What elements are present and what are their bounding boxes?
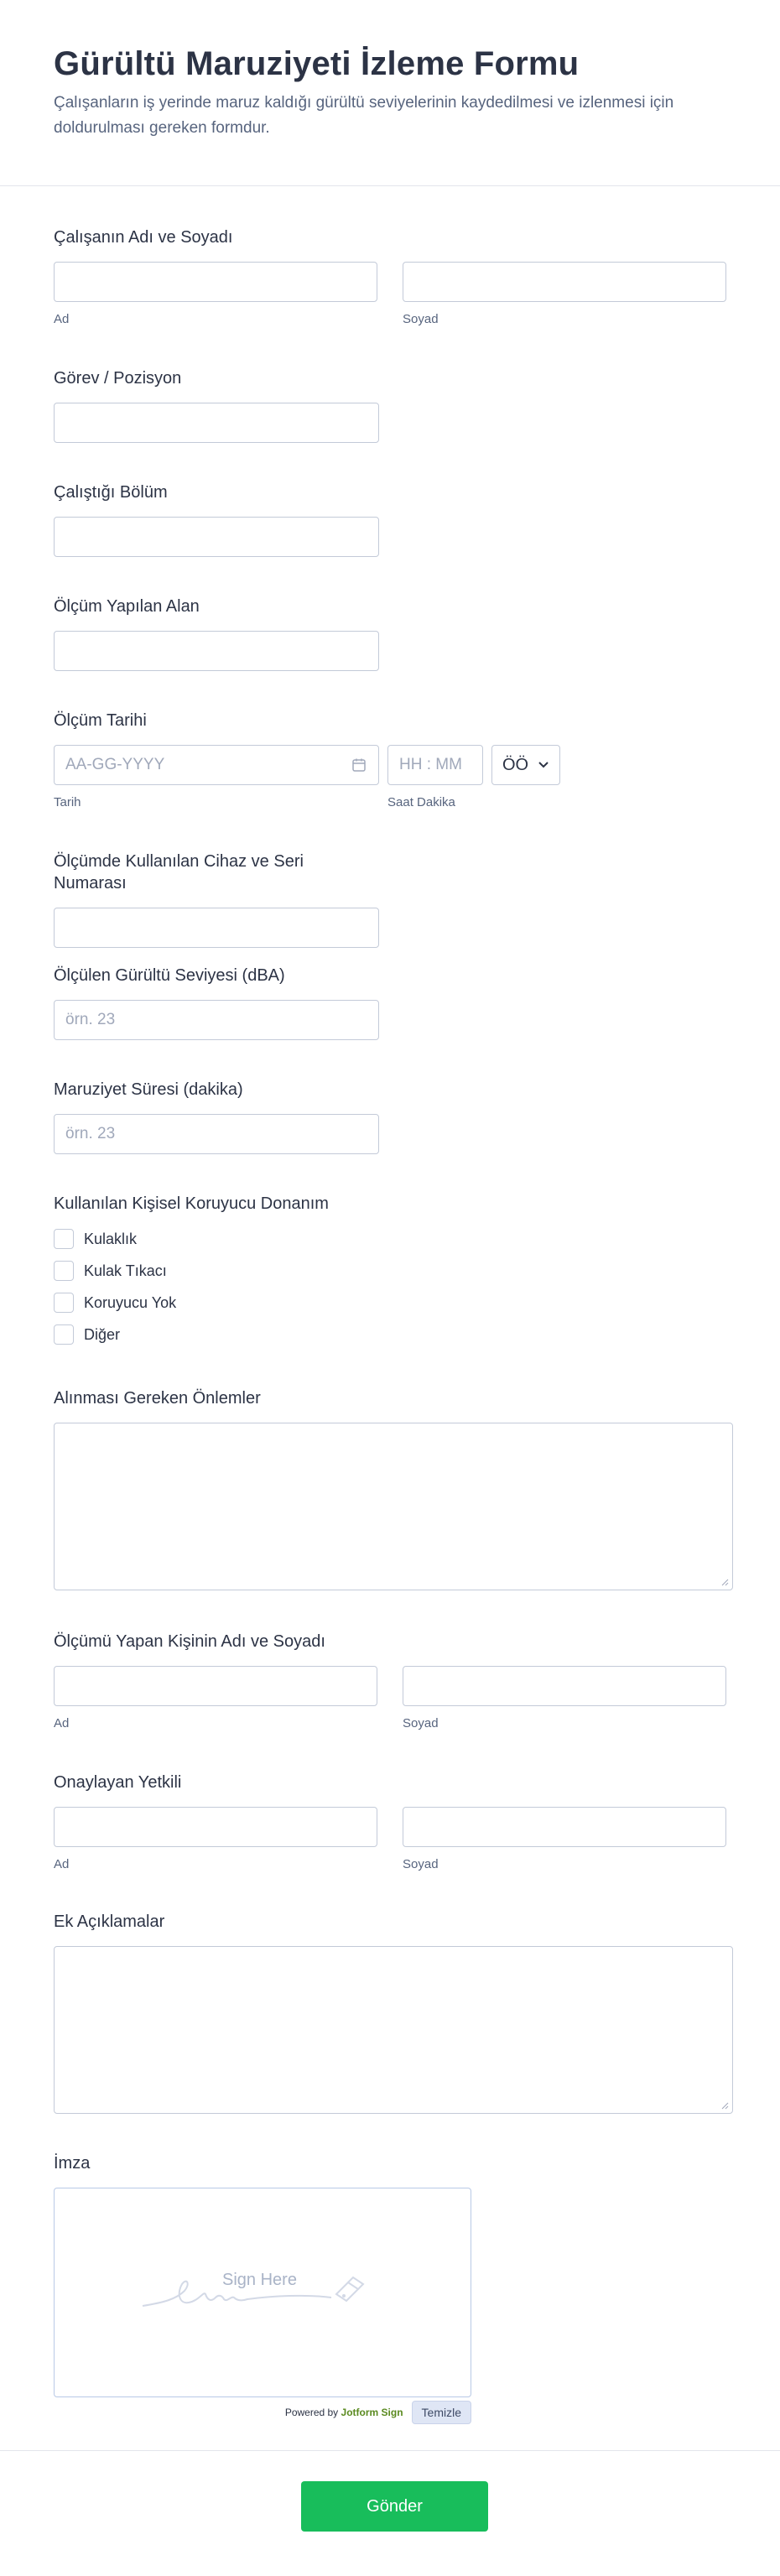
duration-input[interactable]	[54, 1114, 379, 1154]
approver-field	[54, 1772, 726, 1871]
position-field	[54, 367, 379, 443]
submit-button[interactable]: Gönder	[301, 2481, 488, 2532]
date-placeholder: AA-GG-YYYY	[65, 756, 165, 773]
time-sublabel: Saat Dakika	[387, 795, 455, 809]
signature-field	[54, 2152, 490, 2424]
duration-field	[54, 1079, 379, 1154]
checkbox[interactable]	[54, 1324, 74, 1345]
ppe-field	[54, 1193, 557, 1350]
noise-level-input[interactable]	[54, 1000, 379, 1040]
measure-date-label: Ölçüm Tarihi	[54, 711, 147, 730]
measurer-name-field	[54, 1631, 726, 1730]
approver-first-name-input[interactable]	[54, 1807, 377, 1847]
ppe-option[interactable]	[54, 1223, 557, 1255]
duration-placeholder: örn. 23	[65, 1125, 116, 1142]
area-input[interactable]	[54, 631, 379, 671]
measurer-first-name-input[interactable]	[54, 1666, 377, 1706]
area-field	[54, 596, 379, 671]
actions-field	[54, 1387, 733, 1590]
notes-field	[54, 1911, 733, 2114]
employee-last-name-sublabel: Soyad	[403, 312, 439, 326]
clear-signature-button[interactable]: Temizle	[412, 2401, 471, 2424]
chevron-down-icon	[538, 762, 549, 768]
form-header	[0, 0, 780, 186]
signature-scribble-icon	[138, 2266, 390, 2316]
device-label: Ölçümde Kullanılan Cihaz ve Seri Numarası	[54, 852, 304, 892]
checkbox[interactable]	[54, 1261, 74, 1281]
form-footer	[0, 2450, 780, 2576]
department-input[interactable]	[54, 517, 379, 557]
ppe-option[interactable]	[54, 1319, 557, 1350]
date-input[interactable]	[54, 745, 379, 785]
duration-label: Maruziyet Süresi (dakika)	[54, 1080, 243, 1099]
ppe-label: Kullanılan Kişisel Koruyucu Donanım	[54, 1194, 329, 1213]
ampm-value: ÖÖ	[502, 755, 529, 774]
position-label: Görev / Pozisyon	[54, 369, 182, 388]
approver-last-name-sublabel: Soyad	[403, 1857, 439, 1871]
measurer-last-name-sublabel: Soyad	[403, 1716, 439, 1730]
noise-level-placeholder: örn. 23	[65, 1011, 116, 1028]
actions-label: Alınması Gereken Önlemler	[54, 1389, 261, 1408]
resize-handle-icon[interactable]	[720, 1578, 729, 1586]
ppe-option[interactable]	[54, 1255, 557, 1287]
checkbox[interactable]	[54, 1293, 74, 1313]
ppe-option-label: Kulaklık	[84, 1230, 138, 1247]
employee-first-name-sublabel: Ad	[54, 312, 70, 326]
measure-date-field	[54, 710, 574, 809]
form-description: Çalışanların iş yerinde maruz kaldığı gürültü seviyelerinin kaydedilmesi ve izlenmesi için doldurulması gereken formdur.	[54, 94, 674, 137]
resize-handle-icon[interactable]	[720, 2101, 729, 2110]
approver-first-name-sublabel: Ad	[54, 1857, 70, 1871]
employee-name-label: Çalışanın Adı ve Soyadı	[54, 228, 233, 247]
employee-last-name-input[interactable]	[403, 262, 726, 302]
calendar-icon[interactable]	[351, 757, 367, 773]
powered-by-text	[285, 2407, 403, 2418]
ampm-select[interactable]	[491, 745, 560, 785]
sign-here-hint: Sign Here	[222, 2271, 297, 2289]
measurer-name-label: Ölçümü Yapan Kişinin Adı ve Soyadı	[54, 1632, 325, 1651]
date-sublabel: Tarih	[54, 795, 81, 809]
device-input[interactable]	[54, 908, 379, 948]
measurer-first-name-sublabel: Ad	[54, 1716, 70, 1730]
ppe-option-label: Kulak Tıkacı	[84, 1262, 167, 1279]
ppe-option-label: Koruyucu Yok	[84, 1293, 177, 1311]
form-title: Gürültü Maruziyeti İzleme Formu	[54, 45, 580, 82]
employee-first-name-input[interactable]	[54, 262, 377, 302]
powered-by-prefix: Powered by	[284, 2407, 339, 2418]
area-label: Ölçüm Yapılan Alan	[54, 597, 200, 616]
checkbox[interactable]	[54, 1229, 74, 1249]
signature-footer	[54, 2401, 471, 2424]
notes-textarea[interactable]	[54, 1946, 733, 2114]
time-placeholder: HH : MM	[399, 756, 462, 773]
time-input[interactable]	[387, 745, 483, 785]
noise-level-field	[54, 965, 379, 1040]
department-field	[54, 481, 379, 557]
position-input[interactable]	[54, 403, 379, 443]
signature-label: İmza	[54, 2154, 91, 2173]
approver-last-name-input[interactable]	[403, 1807, 726, 1847]
employee-name-field	[54, 226, 726, 326]
signature-pad[interactable]	[54, 2188, 471, 2397]
notes-label: Ek Açıklamalar	[54, 1912, 165, 1931]
ppe-option[interactable]	[54, 1287, 557, 1319]
actions-textarea[interactable]	[54, 1423, 733, 1590]
approver-label: Onaylayan Yetkili	[54, 1773, 182, 1792]
ppe-option-label: Diğer	[84, 1325, 121, 1343]
device-field	[54, 851, 379, 948]
ppe-options	[54, 1223, 557, 1350]
noise-level-label: Ölçülen Gürültü Seviyesi (dBA)	[54, 966, 285, 985]
department-label: Çalıştığı Bölüm	[54, 483, 168, 502]
jotform-sign-brand[interactable]: Jotform Sign	[341, 2407, 403, 2418]
measurer-last-name-input[interactable]	[403, 1666, 726, 1706]
